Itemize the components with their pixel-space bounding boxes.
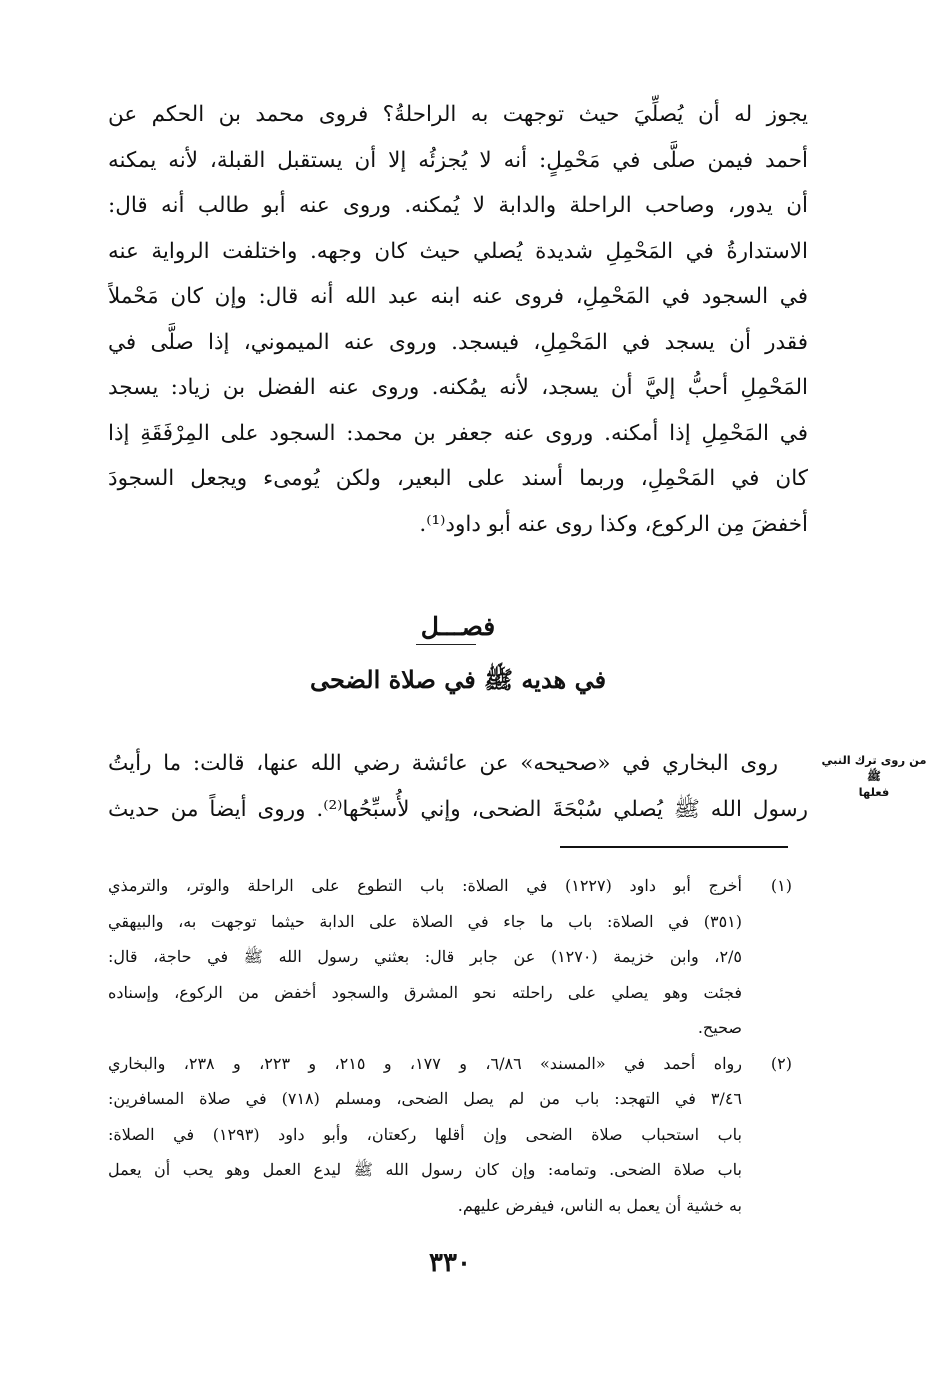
- footnote-line: فجئت وهو يصلي على راحلته نحو المشرق والسجود أخفض من الركوع، وإسناده: [108, 982, 742, 1002]
- footnote-body: [108, 1046, 742, 1224]
- paragraph-main-text: [108, 92, 808, 547]
- footnote-line: (٣٥١) في الصلاة: باب ما جاء في الصلاة على الدابة حيثما توجهت به، والبيهقي: [108, 911, 742, 931]
- footnote-line: ٣/٤٦ في التهجد: باب من لم يصل الضحى، ومسلم (٧١٨) في صلاة المسافرين:: [108, 1089, 742, 1108]
- footnote-line: باب صلاة الضحى. وتمامه: وإن كان رسول الله ﷺ ليدع العمل وهو يحب أن يعمل: [108, 1160, 742, 1179]
- footnote-line: صحيح.: [697, 1018, 742, 1037]
- text-line: كان في المَحْمِلِ، وربما أسند على البعير، ولكن يُومىء ويجعل السجودَ: [108, 466, 808, 491]
- text-line: أحمد فيمن صلَّى في مَحْمِلٍ: أنه لا يُجزئُه إلا أن يستقبل القبلة، لأنه يمكنه: [108, 147, 808, 173]
- text-line: في السجود في المَحْمِلِ، فروى عنه ابنه عبد الله أنه قال: وإن كان مَحْملاً: [108, 284, 808, 309]
- text-line: رسول الله ﷺ يُصلي سُبْحَةَ الضحى، وإني لأُسبِّحُها⁽²⁾. وروى أيضاً من حديث: [108, 796, 808, 822]
- footnote-2: [108, 1046, 792, 1224]
- footnote-number: (١): [770, 876, 792, 895]
- margin-note-line: فعلها: [858, 785, 890, 799]
- text-line: يجوز له أن يُصلِّيَ حيث توجهت به الراحلةُ؟ فروى محمد بن الحكم عن: [108, 102, 808, 127]
- text-line: في المَحْمِلِ إذا أمكنه. وروى عنه جعفر بن محمد: السجود على المِرْفَقَةِ إذا: [108, 420, 808, 446]
- footnote-line: أخرج أبو داود (١٢٢٧) في الصلاة: باب التطوع على الراحلة والوتر، والترمذي: [108, 876, 742, 895]
- footnote-line: ٢/٥، وابن خزيمة (١٢٧٠) عن جابر قال: بعثني رسول الله ﷺ في حاجة، قال:: [108, 947, 742, 966]
- footnotes: [108, 868, 792, 1223]
- text-line: فقدر أن يسجد في المَحْمِلِ، فيسجد. وروى عنه الميموني، إذا صلَّى في: [108, 329, 808, 355]
- text-line: المَحْمِلِ أحبُّ إليَّ أن يسجد، لأنه يمُكنه. وروى عنه الفضل بن زياد: يسجد: [108, 375, 808, 400]
- paragraph-section-text: [108, 741, 808, 832]
- text-line: أخفضَ مِن الركوع، وكذا روى عنه أبو داود⁽¹⁾.: [419, 511, 808, 537]
- text-line: الاستدارةُ في المَحْمِلِ شديدة يُصلي حيث كان وجهه. واختلفت الرواية عنه: [108, 238, 808, 264]
- text-line: أن يدور، وصاحب الراحلة والدابة لا يُمكنه. وروى عنه أبو طالب أنه قال:: [108, 193, 808, 218]
- footnote-body: [108, 868, 742, 1046]
- footnote-1: [108, 868, 792, 1046]
- footnote-number: (٢): [770, 1053, 792, 1073]
- section-title: في هديه ﷺ في صلاة الضحى: [309, 665, 607, 694]
- section-label: فصـــل: [420, 612, 496, 641]
- page-number: ٣٣٠: [429, 1248, 471, 1278]
- footnote-line: باب استحباب صلاة الضحى وإن أقلها ركعتان، وأبو داود (١٢٩٣) في الصلاة:: [108, 1124, 742, 1144]
- margin-note-line: من روى ترك النبي ﷺ: [821, 753, 927, 783]
- footnote-line: رواه أحمد في «المسند» ٦/٨٦، و ١٧٧، و ٢١٥، و ٢٢٣، و ٢٣٨، والبخاري: [108, 1053, 742, 1073]
- footnote-line: به خشية أن يعمل به الناس، فيفرض عليهم.: [457, 1195, 742, 1215]
- footnote-divider: [560, 846, 788, 848]
- section-label-underline: [416, 644, 476, 645]
- text-line: روى البخاري في «صحيحه» عن عائشة رضي الله عنها، قالت: ما رأيتُ: [108, 751, 778, 776]
- margin-note: [815, 752, 933, 800]
